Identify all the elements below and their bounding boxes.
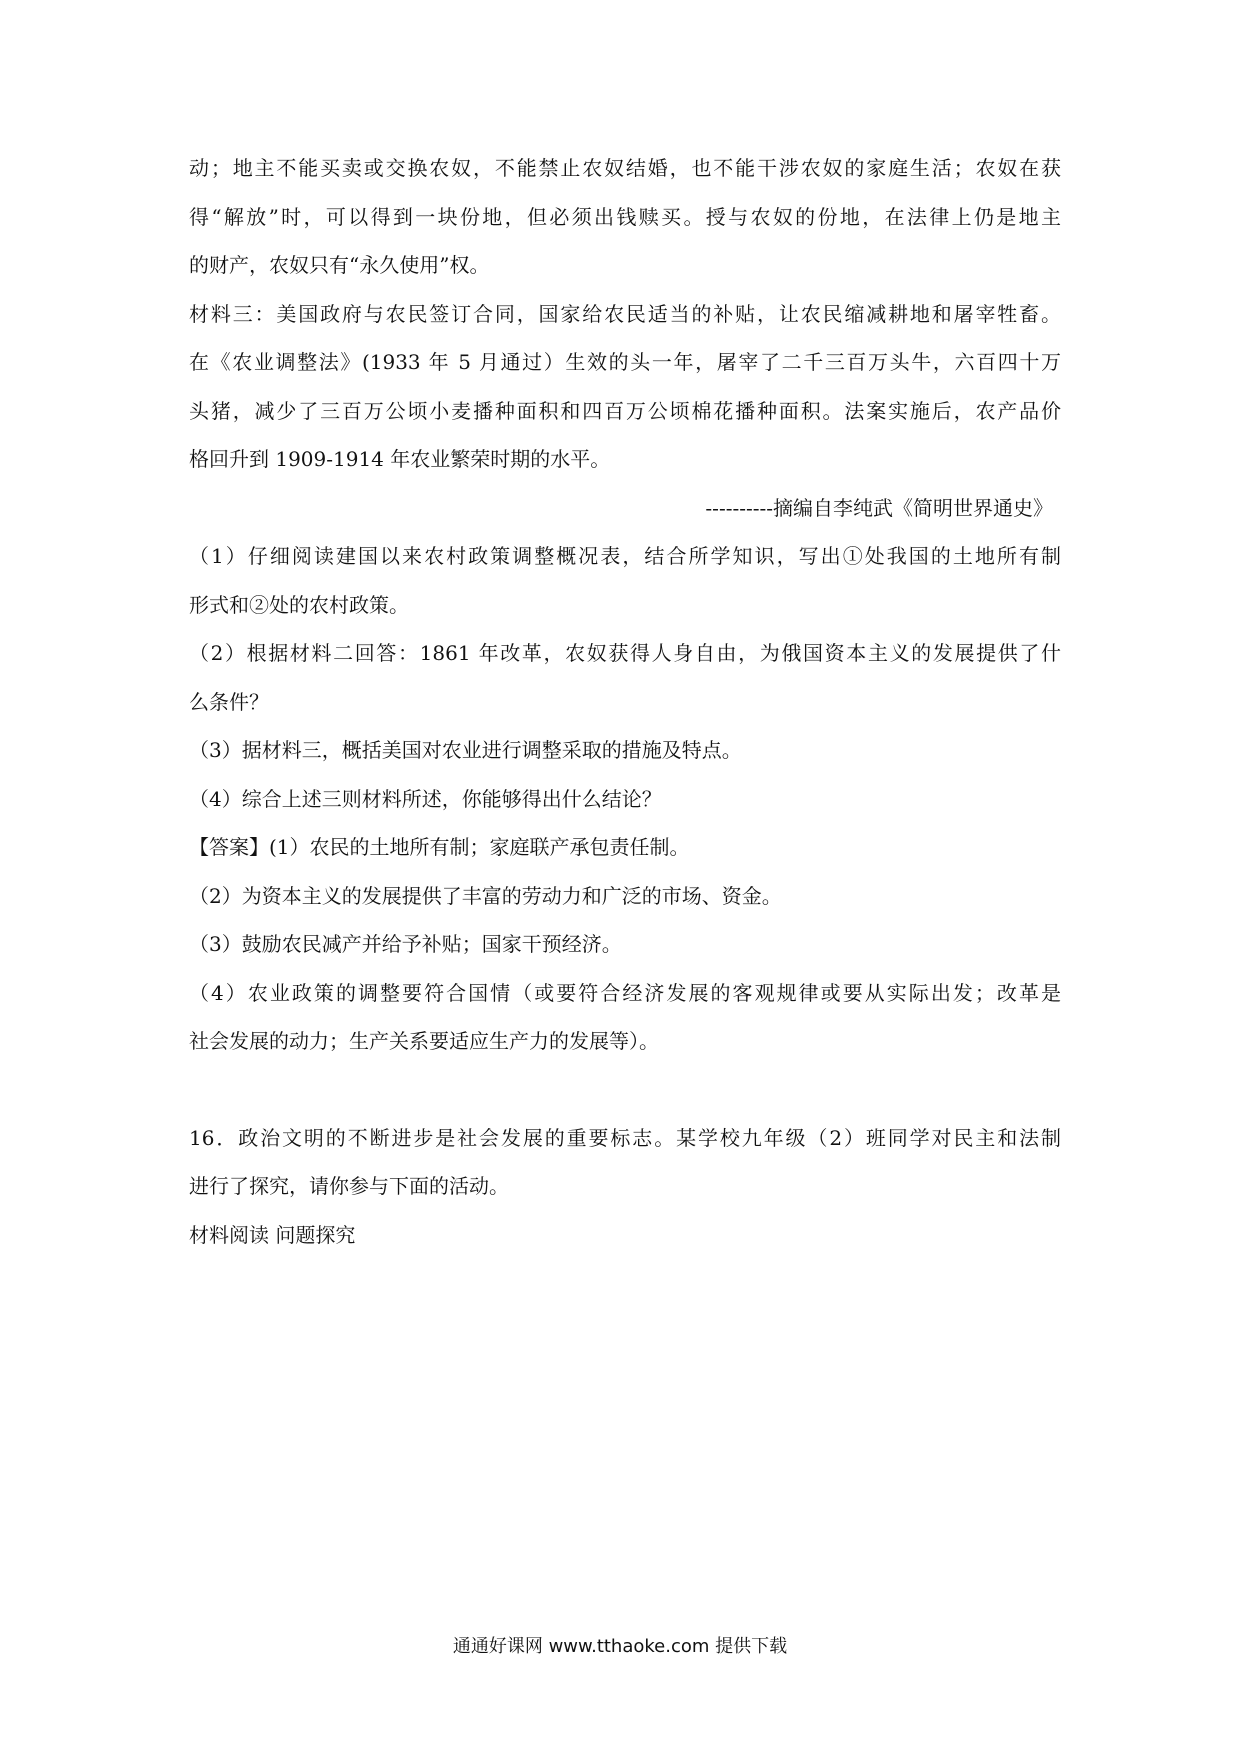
text-line: 材料阅读 问题探究 (189, 1222, 356, 1247)
text-line: （3）鼓励农民减产并给予补贴；国家干预经济。 (189, 932, 622, 956)
text-line: （2）根据材料二回答：1861 年改革，农奴获得人身自由，为俄国资本主义的发展提供了什 (189, 641, 1061, 665)
text-line: （1）仔细阅读建国以来农村政策调整概况表，结合所学知识，写出①处我国的土地所有制 (189, 544, 1061, 568)
paragraph-question-3 (189, 732, 1061, 768)
paragraph-answer-3 (189, 926, 1061, 962)
paragraph-question-4 (189, 781, 1061, 817)
text-line: ----------摘编自李纯武《简明世界通史》 (705, 495, 1053, 520)
paragraph-gap (189, 1072, 1061, 1120)
text-line: （2）为资本主义的发展提供了丰富的劳动力和广泛的市场、资金。 (189, 883, 782, 908)
paragraph-source-note (189, 490, 1061, 526)
paragraph-question-1 (189, 538, 1061, 623)
text-line: 在《农业调整法》(1933 年 5 月通过）生效的头一年，屠宰了二千三百万头牛，六百四十万 (189, 350, 1061, 374)
paragraph-question-16 (189, 1120, 1061, 1205)
text-line: 格回升到 1909-1914 年农业繁荣时期的水平。 (189, 447, 611, 471)
text-line: 头猪，减少了三百万公顷小麦播种面积和四百万公顷棉花播种面积。法案实施后，农产品价 (189, 398, 1061, 423)
text-line: 社会发展的动力；生产关系要适应生产力的发展等）。 (189, 1029, 659, 1053)
paragraph-question-2 (189, 635, 1061, 720)
text-line: （4）农业政策的调整要符合国情（或要符合经济发展的客观规律或要从实际出发；改革是 (189, 980, 1061, 1005)
text-line: 进行了探究，请你参与下面的活动。 (189, 1174, 509, 1198)
text-line: 么条件？ (189, 689, 269, 714)
text-line: 形式和②处的农村政策。 (189, 592, 409, 617)
paragraph-answer-4 (189, 975, 1061, 1060)
text-line: 16．政治文明的不断进步是社会发展的重要标志。某学校九年级（2）班同学对民主和法制 (189, 1125, 1061, 1150)
text-line: 材料三：美国政府与农民签订合同，国家给农民适当的补贴，让农民缩减耕地和屠宰牲畜。 (189, 301, 1061, 326)
text-line: （3）据材料三，概括美国对农业进行调整采取的措施及特点。 (189, 738, 742, 762)
paragraph-material-two-continued (189, 150, 1061, 283)
text-line: 得“解放”时，可以得到一块份地，但必须出钱赎买。授与农奴的份地，在法律上仍是地主 (189, 204, 1061, 229)
paragraph-section-heading (189, 1217, 1061, 1253)
paragraph-material-three (189, 296, 1061, 478)
paragraph-answer-1 (189, 829, 1061, 865)
text-line: 的财产，农奴只有“永久使用”权。 (189, 253, 490, 277)
page-footer: 通通好课网 www.tthaoke.com 提供下载 (452, 1636, 788, 1657)
text-line: （4）综合上述三则材料所述，你能够得出什么结论？ (189, 786, 662, 811)
text-line: 动；地主不能买卖或交换农奴，不能禁止农奴结婚，也不能干涉农奴的家庭生活；农奴在获 (189, 156, 1061, 180)
document-body (189, 150, 1061, 1265)
paragraph-answer-2 (189, 878, 1061, 914)
text-line: 【答案】(1）农民的土地所有制；家庭联产承包责任制。 (189, 835, 690, 859)
